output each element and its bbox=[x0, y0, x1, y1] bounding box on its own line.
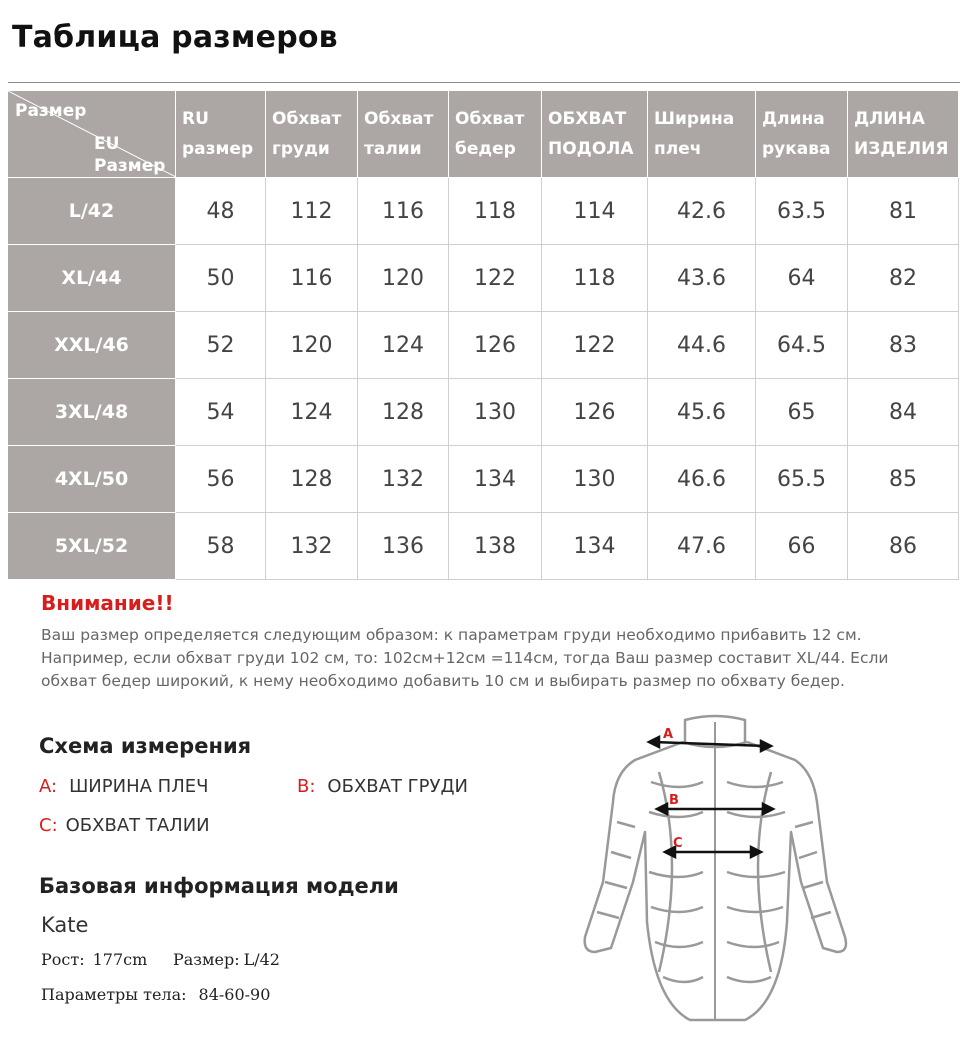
table-cell: 66 bbox=[756, 513, 848, 580]
model-body-params: Параметры тела: 84-60-90 bbox=[41, 985, 271, 1004]
table-header-row bbox=[8, 91, 959, 178]
row-size-label: L/42 bbox=[8, 178, 176, 245]
diagram-label-c: C bbox=[673, 836, 683, 851]
scheme-key: C: bbox=[39, 815, 58, 836]
table-cell: 126 bbox=[542, 379, 648, 446]
table-cell: 84 bbox=[848, 379, 959, 446]
table-cell: 63.5 bbox=[756, 178, 848, 245]
table-cell: 120 bbox=[358, 245, 449, 312]
model-info-title: Базовая информация модели bbox=[39, 874, 399, 898]
table-cell: 116 bbox=[266, 245, 358, 312]
table-row bbox=[8, 379, 959, 446]
header-ru-size: RU размер bbox=[176, 91, 266, 178]
table-cell: 122 bbox=[449, 245, 542, 312]
table-cell: 52 bbox=[176, 312, 266, 379]
size-table bbox=[7, 90, 959, 580]
table-cell: 128 bbox=[358, 379, 449, 446]
table-cell: 58 bbox=[176, 513, 266, 580]
table-cell: 112 bbox=[266, 178, 358, 245]
row-size-label: XXL/46 bbox=[8, 312, 176, 379]
scheme-key: B: bbox=[297, 776, 316, 797]
scheme-item-chest bbox=[297, 776, 468, 797]
row-size-label: 5XL/52 bbox=[8, 513, 176, 580]
table-cell: 138 bbox=[449, 513, 542, 580]
table-cell: 64 bbox=[756, 245, 848, 312]
header-shoulder: Ширина плеч bbox=[648, 91, 756, 178]
table-cell: 118 bbox=[542, 245, 648, 312]
model-name: Kate bbox=[41, 913, 89, 937]
table-row bbox=[8, 513, 959, 580]
row-size-label: XL/44 bbox=[8, 245, 176, 312]
jacket-measurement-diagram bbox=[555, 712, 855, 1032]
size-guidance-note: Ваш размер определяется следующим образом: к параметрам груди необходимо прибавить 12 см. Например, если обхват груди 102 см, то: 102см+12см =114см, тогда Ваш размер составит XL/44. Если обхват бедер широкий, к нему необходимо добавить 10 см и выбирать размер по обхвату бедер. bbox=[41, 626, 889, 690]
row-size-label: 3XL/48 bbox=[8, 379, 176, 446]
row-size-label: 4XL/50 bbox=[8, 446, 176, 513]
table-cell: 116 bbox=[358, 178, 449, 245]
table-row bbox=[8, 446, 959, 513]
header-waist: Обхват талии bbox=[358, 91, 449, 178]
table-cell: 44.6 bbox=[648, 312, 756, 379]
table-cell: 86 bbox=[848, 513, 959, 580]
page-title: Таблица размеров bbox=[12, 20, 338, 55]
table-cell: 130 bbox=[542, 446, 648, 513]
table-cell: 65 bbox=[756, 379, 848, 446]
table-row bbox=[8, 312, 959, 379]
warning-heading: Внимание!! bbox=[41, 591, 174, 615]
scheme-item-waist bbox=[39, 815, 210, 836]
model-height: Рост: 177cm bbox=[41, 950, 148, 969]
header-hips: Обхват бедер bbox=[449, 91, 542, 178]
diagram-label-a: A bbox=[663, 727, 674, 742]
table-cell: 134 bbox=[542, 513, 648, 580]
table-cell: 43.6 bbox=[648, 245, 756, 312]
table-cell: 132 bbox=[358, 446, 449, 513]
table-cell: 56 bbox=[176, 446, 266, 513]
table-cell: 42.6 bbox=[648, 178, 756, 245]
table-cell: 82 bbox=[848, 245, 959, 312]
table-cell: 46.6 bbox=[648, 446, 756, 513]
table-cell: 124 bbox=[358, 312, 449, 379]
table-cell: 114 bbox=[542, 178, 648, 245]
table-cell: 128 bbox=[266, 446, 358, 513]
table-cell: 130 bbox=[449, 379, 542, 446]
scheme-item-shoulder-width bbox=[39, 776, 208, 797]
table-cell: 122 bbox=[542, 312, 648, 379]
table-cell: 132 bbox=[266, 513, 358, 580]
table-cell: 83 bbox=[848, 312, 959, 379]
table-cell: 120 bbox=[266, 312, 358, 379]
table-cell: 54 bbox=[176, 379, 266, 446]
table-row bbox=[8, 178, 959, 245]
table-cell: 81 bbox=[848, 178, 959, 245]
table-cell: 118 bbox=[449, 178, 542, 245]
table-cell: 45.6 bbox=[648, 379, 756, 446]
header-sleeve: Длина рукава bbox=[756, 91, 848, 178]
header-length: ДЛИНА ИЗДЕЛИЯ bbox=[848, 91, 959, 178]
corner-label-eu: EU Размер bbox=[94, 134, 166, 176]
model-size: Размер: L/42 bbox=[173, 950, 280, 969]
scheme-label: ШИРИНА ПЛЕЧ bbox=[69, 776, 209, 797]
scheme-label: ОБХВАТ ТАЛИИ bbox=[65, 815, 210, 836]
table-row bbox=[8, 245, 959, 312]
table-cell: 134 bbox=[449, 446, 542, 513]
table-cell: 47.6 bbox=[648, 513, 756, 580]
table-cell: 50 bbox=[176, 245, 266, 312]
table-cell: 126 bbox=[449, 312, 542, 379]
header-hem: ОБХВАТ ПОДОЛА bbox=[542, 91, 648, 178]
table-cell: 85 bbox=[848, 446, 959, 513]
measurement-scheme-title: Схема измерения bbox=[39, 734, 252, 758]
title-divider bbox=[8, 82, 960, 83]
diagram-label-b: B bbox=[669, 793, 679, 808]
table-cell: 136 bbox=[358, 513, 449, 580]
table-cell: 64.5 bbox=[756, 312, 848, 379]
header-chest: Обхват груди bbox=[266, 91, 358, 178]
corner-label-size: Размер bbox=[15, 101, 87, 121]
scheme-key: A: bbox=[39, 776, 58, 797]
table-corner-header bbox=[8, 91, 176, 178]
table-cell: 124 bbox=[266, 379, 358, 446]
scheme-label: ОБХВАТ ГРУДИ bbox=[327, 776, 468, 797]
table-cell: 65.5 bbox=[756, 446, 848, 513]
table-cell: 48 bbox=[176, 178, 266, 245]
